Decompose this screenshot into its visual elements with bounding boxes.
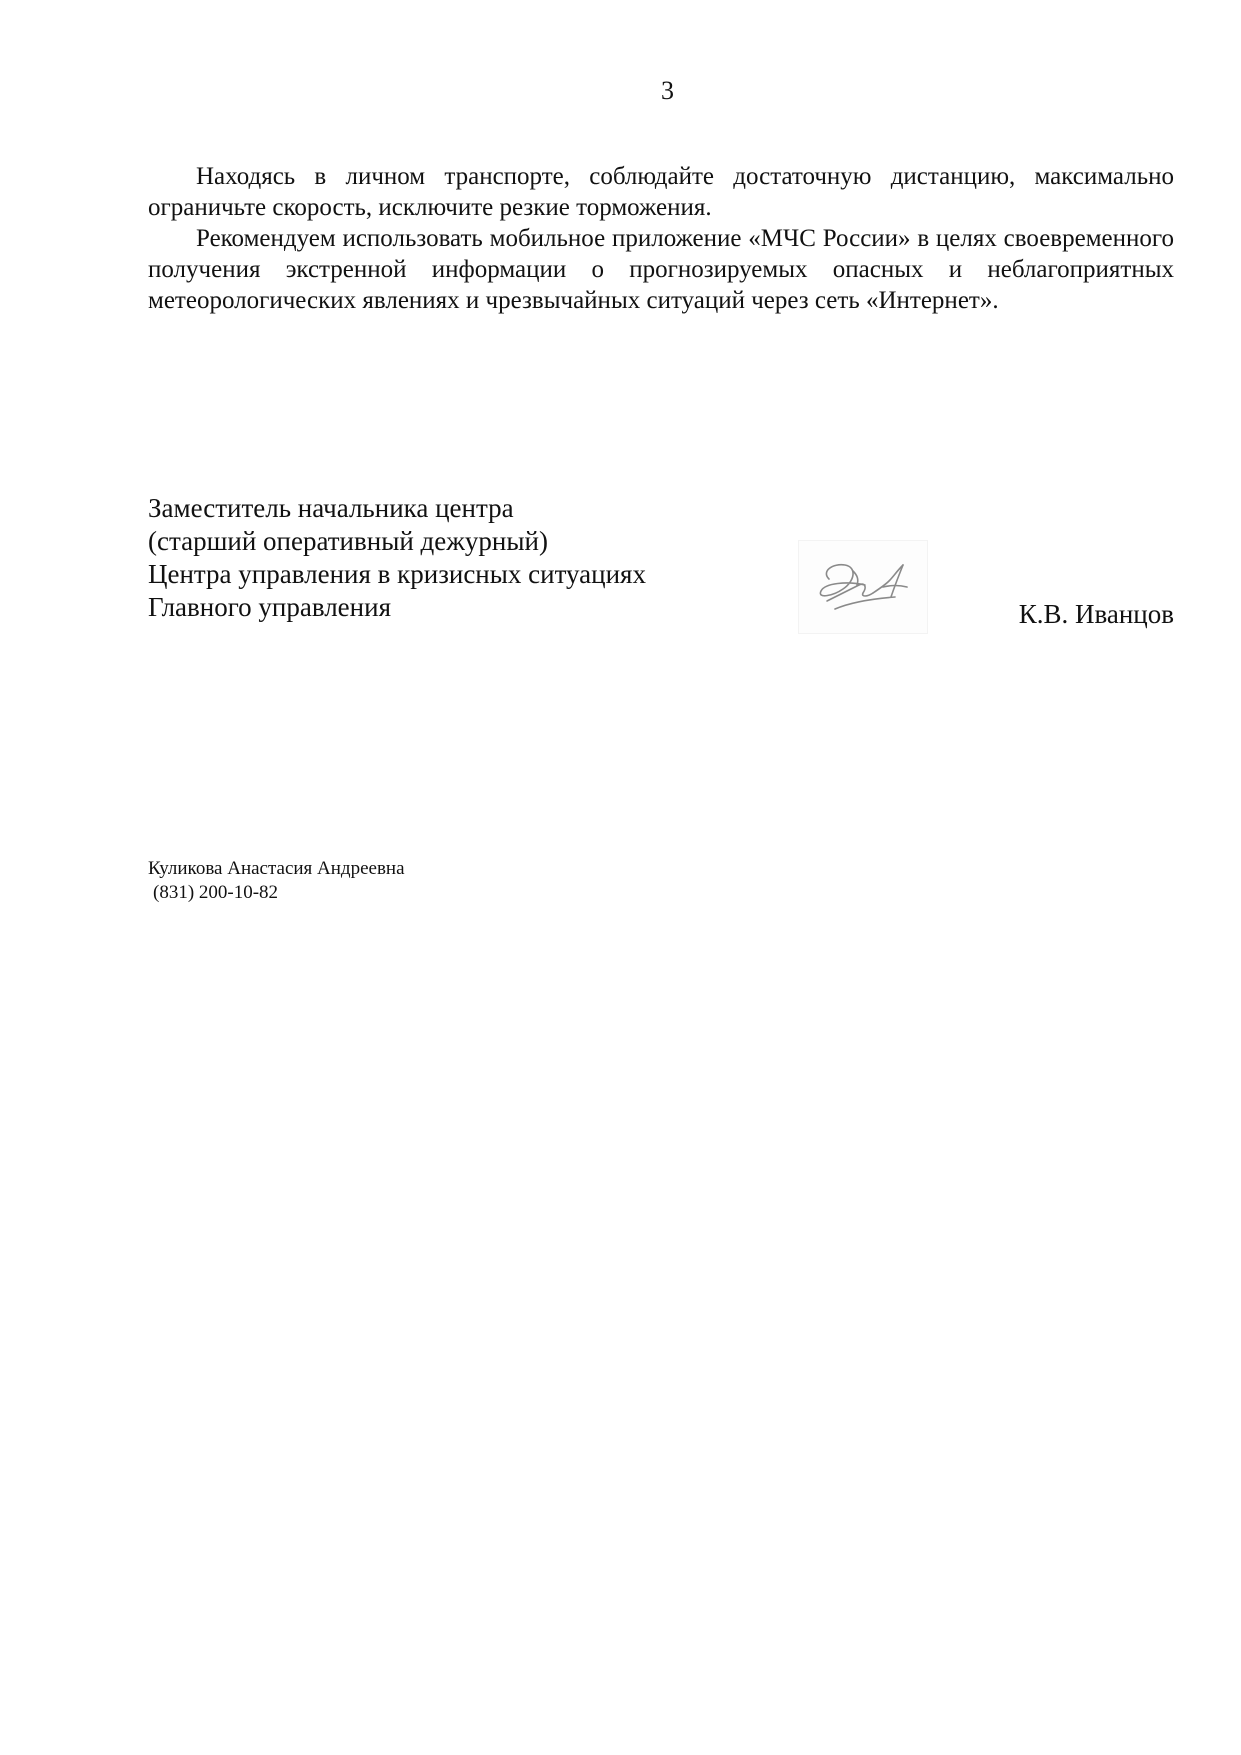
executor-name: Куликова Анастасия Андреевна [148,858,405,879]
paragraph-mobile-app-advice: Рекомендуем использовать мобильное приложение «МЧС России» в целях своевременного получения экстренной информации о прогнозируемых опасных и неблагоприятных метеорологических явлениях и чрезвычайных ситуаций через сеть «Интернет». [148,225,1174,314]
position-line: (старший оперативный дежурный) [148,526,548,556]
executor-contact [148,857,405,905]
position-line: Главного управления [148,592,391,622]
executor-phone: (831) 200-10-82 [153,882,279,903]
handwritten-signature [798,540,928,634]
signature-stroke-icon [799,541,927,633]
position-line: Заместитель начальника центра [148,493,514,523]
body-text [148,161,1174,316]
signatory-name: К.В. Иванцов [1018,599,1174,629]
paragraph-transport-advice: Находясь в личном транспорте, соблюдайте достаточную дистанцию, максимально ограничьте скорость, исключите резкие торможения. [148,163,1174,221]
page-number: 3 [661,76,674,105]
position-line: Центра управления в кризисных ситуациях [148,559,646,589]
signatory-position [148,492,646,624]
